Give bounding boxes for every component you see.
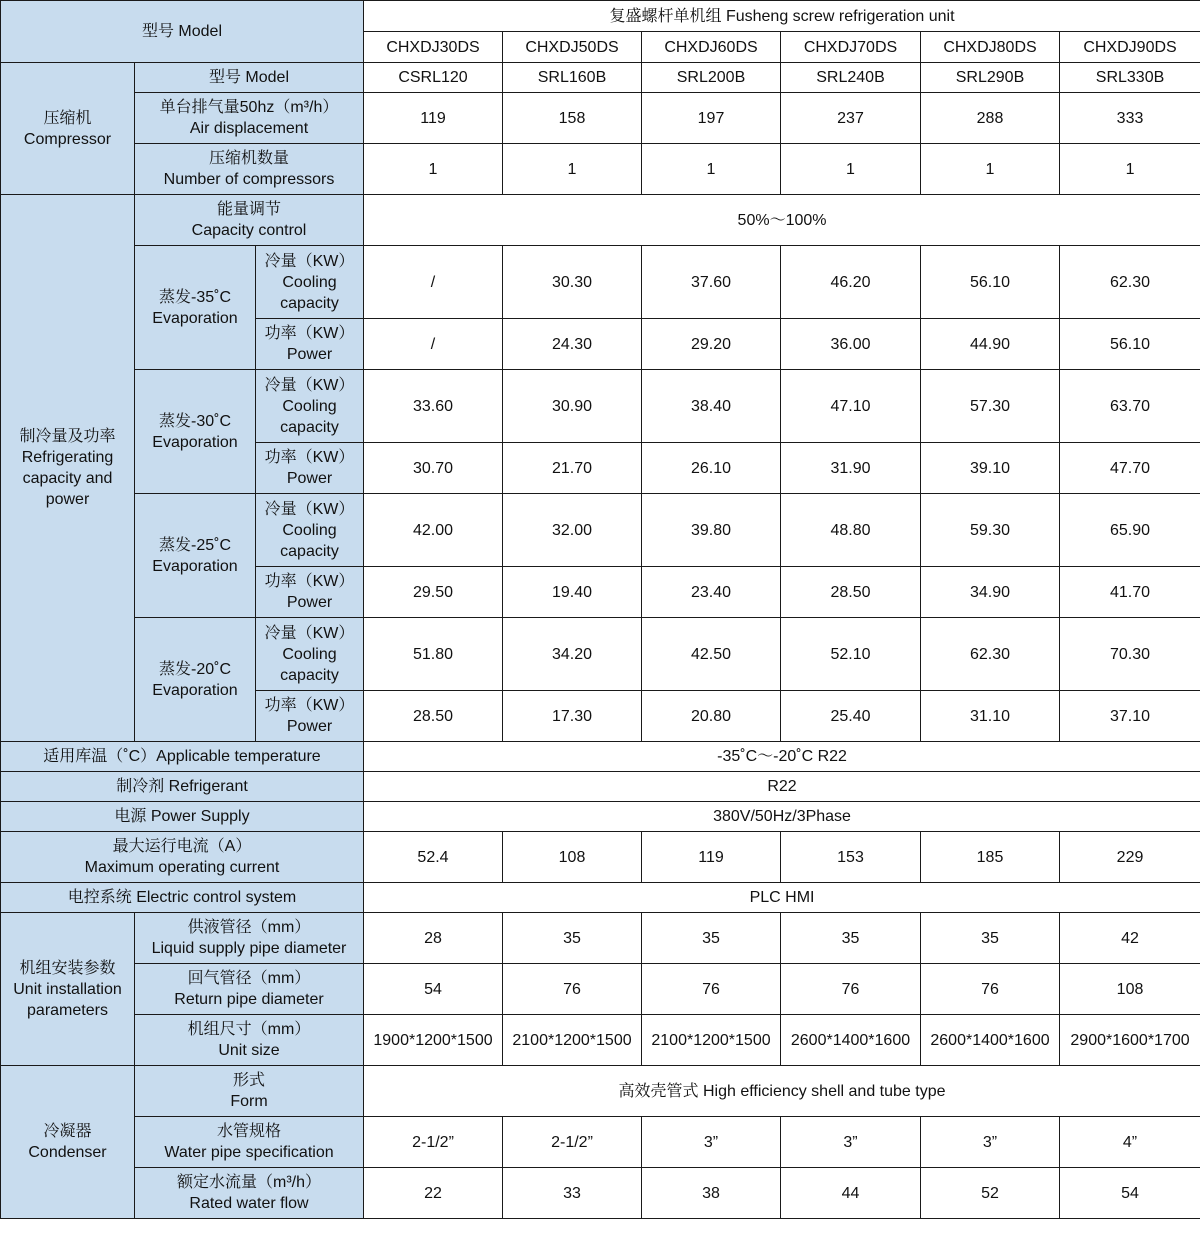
cooling-capacity-label-line-2: Cooling — [282, 273, 337, 291]
air-displacement-label-line-1: 单台排气量50hz（m³/h） — [159, 99, 339, 116]
evaporation-label-line-2: Evaporation — [152, 681, 238, 699]
water-flow-cell: 33 — [503, 1168, 642, 1219]
compressor-count-cell: 1 — [1060, 144, 1200, 195]
evaporation-label-line-1: 蒸发-35˚C — [158, 288, 231, 306]
return-pipe-cell: 76 — [503, 964, 642, 1015]
max-current-label-line-2: Maximum operating current — [84, 859, 280, 876]
compressor-count-label — [135, 144, 364, 195]
water-pipe-cell: 3” — [781, 1117, 921, 1168]
cooling-capacity-cell: 37.60 — [642, 246, 781, 319]
water-flow-label-line-1: 额定水流量（m³/h） — [176, 1174, 321, 1191]
refrigeration-group-label — [1, 195, 135, 742]
cooling-capacity-cell: 57.30 — [921, 370, 1060, 443]
air-displacement-cell: 237 — [781, 93, 921, 144]
installation-group-label-line-2: Unit installation — [13, 980, 122, 998]
power-cell: 31.10 — [921, 691, 1060, 742]
power-label-line-2: Power — [286, 346, 333, 363]
compressor-count-label-line-2: Number of compressors — [163, 171, 335, 188]
compressor-model-label: 型号 Model — [135, 63, 364, 93]
power-cell: 29.50 — [364, 567, 503, 618]
power-cell: 23.40 — [642, 567, 781, 618]
water-flow-label-line-2: Rated water flow — [189, 1195, 309, 1212]
power-label — [256, 691, 364, 742]
water-flow-row — [1, 1168, 1200, 1219]
liquid-pipe-cell: 35 — [921, 913, 1060, 964]
cooling-row — [1, 370, 1200, 443]
compressor-count-label-line-1: 压缩机数量 — [208, 150, 289, 167]
cooling-capacity-cell: 65.90 — [1060, 494, 1200, 567]
air-displacement-row — [1, 93, 1200, 144]
power-cell: 34.90 — [921, 567, 1060, 618]
compressor-count-cell: 1 — [921, 144, 1060, 195]
return-pipe-cell: 76 — [781, 964, 921, 1015]
max-current-label — [1, 832, 364, 883]
unit-size-label-line-1: 机组尺寸（mm） — [187, 1021, 311, 1038]
water-pipe-cell: 3” — [642, 1117, 781, 1168]
refrigeration-group-label-line-1: 制冷量及功率 — [19, 428, 116, 445]
max-current-cell: 52.4 — [364, 832, 503, 883]
compressor-model-cell: SRL200B — [642, 63, 781, 93]
unit-model-cell: CHXDJ70DS — [781, 32, 921, 63]
evaporation-label-line-2: Evaporation — [152, 557, 238, 575]
water-flow-cell: 22 — [364, 1168, 503, 1219]
return-pipe-row — [1, 964, 1200, 1015]
compressor-count-cell: 1 — [781, 144, 921, 195]
power-cell: 25.40 — [781, 691, 921, 742]
cooling-capacity-cell: 52.10 — [781, 618, 921, 691]
compressor-model-cell: SRL290B — [921, 63, 1060, 93]
cooling-capacity-cell: 63.70 — [1060, 370, 1200, 443]
evaporation-label — [135, 370, 256, 494]
power-cell: 20.80 — [642, 691, 781, 742]
max-current-cell: 153 — [781, 832, 921, 883]
unit-model-cell: CHXDJ30DS — [364, 32, 503, 63]
unit-size-cell: 2100*1200*1500 — [642, 1015, 781, 1066]
cooling-capacity-cell: 62.30 — [921, 618, 1060, 691]
unit-model-cell: CHXDJ50DS — [503, 32, 642, 63]
cooling-capacity-cell: 56.10 — [921, 246, 1060, 319]
unit-model-cell: CHXDJ60DS — [642, 32, 781, 63]
cooling-capacity-cell: 47.10 — [781, 370, 921, 443]
liquid-pipe-cell: 35 — [503, 913, 642, 964]
power-cell: 41.70 — [1060, 567, 1200, 618]
header-row — [1, 1, 1200, 32]
unit-size-cell: 2900*1600*1700 — [1060, 1015, 1200, 1066]
cooling-capacity-cell: 46.20 — [781, 246, 921, 319]
return-pipe-cell: 76 — [921, 964, 1060, 1015]
condenser-form-label-line-2: Form — [230, 1093, 268, 1110]
power-cell: 39.10 — [921, 443, 1060, 494]
air-displacement-cell: 119 — [364, 93, 503, 144]
cooling-capacity-label — [256, 370, 364, 443]
water-pipe-cell: 2-1/2” — [364, 1117, 503, 1168]
compressor-count-cell: 1 — [503, 144, 642, 195]
unit-size-row — [1, 1015, 1200, 1066]
refrigerant-label: 制冷剂 Refrigerant — [1, 772, 364, 802]
liquid-pipe-label-line-2: Liquid supply pipe diameter — [151, 940, 347, 957]
power-cell: 31.90 — [781, 443, 921, 494]
cooling-capacity-cell: 34.20 — [503, 618, 642, 691]
condenser-form-label-line-1: 形式 — [232, 1072, 265, 1089]
power-cell: 26.10 — [642, 443, 781, 494]
cooling-capacity-cell: 48.80 — [781, 494, 921, 567]
power-label-line-1: 功率（KW） — [264, 449, 355, 466]
return-pipe-cell: 76 — [642, 964, 781, 1015]
water-pipe-cell: 4” — [1060, 1117, 1200, 1168]
refrigeration-group-label-line-4: power — [45, 491, 90, 508]
condenser-form-label — [135, 1066, 364, 1117]
cooling-capacity-cell: 30.90 — [503, 370, 642, 443]
compressor-count-row — [1, 144, 1200, 195]
cooling-row — [1, 246, 1200, 319]
condenser-form-value: 高效壳管式 High efficiency shell and tube type — [364, 1066, 1200, 1117]
capacity-control-label-line-2: Capacity control — [191, 222, 307, 239]
cooling-capacity-cell: 62.30 — [1060, 246, 1200, 319]
power-label-line-2: Power — [286, 594, 333, 611]
refrigerant-row — [1, 772, 1200, 802]
compressor-count-cell: 1 — [364, 144, 503, 195]
cooling-capacity-label-line-3: capacity — [280, 418, 339, 436]
cooling-capacity-label-line-3: capacity — [280, 294, 339, 312]
capacity-control-label-line-1: 能量调节 — [216, 201, 281, 218]
unit-model-cell: CHXDJ90DS — [1060, 32, 1200, 63]
compressor-model-cell: SRL240B — [781, 63, 921, 93]
compressor-group-label-line-2: Compressor — [23, 130, 112, 148]
condenser-group-label — [1, 1066, 135, 1219]
unit-size-cell: 2600*1400*1600 — [781, 1015, 921, 1066]
installation-group-label-line-1: 机组安装参数 — [19, 959, 116, 977]
power-cell: / — [364, 319, 503, 370]
power-cell: 44.90 — [921, 319, 1060, 370]
model-label: 型号 Model — [1, 1, 364, 63]
liquid-pipe-row — [1, 913, 1200, 964]
applicable-temperature-label: 适用库温（˚C）Applicable temperature — [1, 742, 364, 772]
capacity-control-row — [1, 195, 1200, 246]
power-cell: 30.70 — [364, 443, 503, 494]
cooling-capacity-cell: 30.30 — [503, 246, 642, 319]
return-pipe-cell: 54 — [364, 964, 503, 1015]
capacity-control-value: 50%～100% — [364, 195, 1200, 246]
compressor-group-label-line-1: 压缩机 — [43, 109, 92, 127]
cooling-capacity-label — [256, 618, 364, 691]
liquid-pipe-cell: 35 — [781, 913, 921, 964]
water-flow-cell: 44 — [781, 1168, 921, 1219]
power-cell: 36.00 — [781, 319, 921, 370]
cooling-capacity-label — [256, 494, 364, 567]
evaporation-label-line-2: Evaporation — [152, 309, 238, 327]
return-pipe-label — [135, 964, 364, 1015]
power-supply-row — [1, 802, 1200, 832]
cooling-capacity-label-line-2: Cooling — [282, 645, 337, 663]
max-current-row — [1, 832, 1200, 883]
power-label — [256, 319, 364, 370]
cooling-row — [1, 494, 1200, 567]
power-label — [256, 443, 364, 494]
liquid-pipe-cell: 28 — [364, 913, 503, 964]
condenser-group-label-line-2: Condenser — [28, 1144, 107, 1161]
unit-size-cell: 1900*1200*1500 — [364, 1015, 503, 1066]
evaporation-label-line-1: 蒸发-30˚C — [158, 412, 231, 430]
capacity-control-label — [135, 195, 364, 246]
refrigerant-value: R22 — [364, 772, 1200, 802]
air-displacement-cell: 333 — [1060, 93, 1200, 144]
evaporation-label-line-1: 蒸发-25˚C — [158, 536, 231, 554]
installation-group-label — [1, 913, 135, 1066]
cooling-capacity-cell: 51.80 — [364, 618, 503, 691]
cooling-capacity-cell: / — [364, 246, 503, 319]
return-pipe-label-line-2: Return pipe diameter — [174, 991, 324, 1008]
cooling-capacity-cell: 39.80 — [642, 494, 781, 567]
air-displacement-cell: 288 — [921, 93, 1060, 144]
max-current-label-line-1: 最大运行电流（A） — [112, 838, 252, 855]
power-cell: 21.70 — [503, 443, 642, 494]
unit-size-label-line-2: Unit size — [218, 1042, 280, 1059]
evaporation-label-line-2: Evaporation — [152, 433, 238, 451]
water-flow-cell: 54 — [1060, 1168, 1200, 1219]
max-current-cell: 185 — [921, 832, 1060, 883]
cooling-capacity-label-line-1: 冷量（KW） — [264, 252, 355, 270]
air-displacement-label — [135, 93, 364, 144]
power-label-line-1: 功率（KW） — [264, 697, 355, 714]
power-cell: 37.10 — [1060, 691, 1200, 742]
max-current-cell: 108 — [503, 832, 642, 883]
unit-size-label — [135, 1015, 364, 1066]
compressor-model-cell: CSRL120 — [364, 63, 503, 93]
water-pipe-label-line-1: 水管规格 — [216, 1123, 281, 1140]
control-system-value: PLC HMI — [364, 883, 1200, 913]
cooling-capacity-label-line-2: Cooling — [282, 397, 337, 415]
water-flow-cell: 52 — [921, 1168, 1060, 1219]
cooling-capacity-label-line-1: 冷量（KW） — [264, 500, 355, 518]
water-flow-cell: 38 — [642, 1168, 781, 1219]
cooling-capacity-label — [256, 246, 364, 319]
compressor-model-row — [1, 63, 1200, 93]
power-cell: 29.20 — [642, 319, 781, 370]
power-cell: 56.10 — [1060, 319, 1200, 370]
liquid-pipe-label — [135, 913, 364, 964]
condenser-group-label-line-1: 冷凝器 — [43, 1123, 92, 1140]
liquid-pipe-label-line-1: 供液管径（mm） — [187, 919, 311, 936]
power-supply-value: 380V/50Hz/3Phase — [364, 802, 1200, 832]
unit-size-cell: 2600*1400*1600 — [921, 1015, 1060, 1066]
evaporation-label — [135, 494, 256, 618]
control-system-row — [1, 883, 1200, 913]
power-cell: 19.40 — [503, 567, 642, 618]
water-pipe-label-line-2: Water pipe specification — [164, 1144, 334, 1161]
installation-group-label-line-3: parameters — [27, 1001, 108, 1019]
compressor-group-label — [1, 63, 135, 195]
unit-title: 复盛螺杆单机组 Fusheng screw refrigeration unit — [364, 1, 1200, 32]
condenser-form-row — [1, 1066, 1200, 1117]
water-pipe-label — [135, 1117, 364, 1168]
power-label-line-1: 功率（KW） — [264, 325, 355, 342]
return-pipe-label-line-1: 回气管径（mm） — [187, 970, 311, 987]
cooling-capacity-cell: 59.30 — [921, 494, 1060, 567]
cooling-capacity-cell: 38.40 — [642, 370, 781, 443]
power-cell: 24.30 — [503, 319, 642, 370]
cooling-capacity-cell: 33.60 — [364, 370, 503, 443]
unit-model-cell: CHXDJ80DS — [921, 32, 1060, 63]
cooling-capacity-label-line-3: capacity — [280, 542, 339, 560]
evaporation-label-line-1: 蒸发-20˚C — [158, 660, 231, 678]
cooling-capacity-cell: 70.30 — [1060, 618, 1200, 691]
power-cell: 28.50 — [781, 567, 921, 618]
compressor-count-cell: 1 — [642, 144, 781, 195]
cooling-capacity-label-line-3: capacity — [280, 666, 339, 684]
applicable-temperature-value: -35˚C～-20˚C R22 — [364, 742, 1200, 772]
max-current-cell: 229 — [1060, 832, 1200, 883]
evaporation-label — [135, 618, 256, 742]
max-current-cell: 119 — [642, 832, 781, 883]
cooling-row — [1, 618, 1200, 691]
applicable-temperature-row — [1, 742, 1200, 772]
air-displacement-label-line-2: Air displacement — [189, 120, 309, 137]
refrigeration-group-label-line-3: capacity and — [22, 470, 113, 487]
unit-size-cell: 2100*1200*1500 — [503, 1015, 642, 1066]
cooling-capacity-cell: 32.00 — [503, 494, 642, 567]
compressor-model-cell: SRL160B — [503, 63, 642, 93]
power-label-line-2: Power — [286, 718, 333, 735]
water-flow-label — [135, 1168, 364, 1219]
power-supply-label: 电源 Power Supply — [1, 802, 364, 832]
cooling-capacity-label-line-1: 冷量（KW） — [264, 624, 355, 642]
power-cell: 17.30 — [503, 691, 642, 742]
evaporation-label — [135, 246, 256, 370]
power-label-line-1: 功率（KW） — [264, 573, 355, 590]
cooling-capacity-label-line-1: 冷量（KW） — [264, 376, 355, 394]
refrigeration-group-label-line-2: Refrigerating — [21, 449, 114, 466]
return-pipe-cell: 108 — [1060, 964, 1200, 1015]
air-displacement-cell: 158 — [503, 93, 642, 144]
water-pipe-cell: 2-1/2” — [503, 1117, 642, 1168]
control-system-label: 电控系统 Electric control system — [1, 883, 364, 913]
power-cell: 28.50 — [364, 691, 503, 742]
cooling-capacity-label-line-2: Cooling — [282, 521, 337, 539]
compressor-model-cell: SRL330B — [1060, 63, 1200, 93]
power-label-line-2: Power — [286, 470, 333, 487]
power-cell: 47.70 — [1060, 443, 1200, 494]
air-displacement-cell: 197 — [642, 93, 781, 144]
cooling-capacity-cell: 42.50 — [642, 618, 781, 691]
cooling-capacity-cell: 42.00 — [364, 494, 503, 567]
liquid-pipe-cell: 42 — [1060, 913, 1200, 964]
water-pipe-cell: 3” — [921, 1117, 1060, 1168]
liquid-pipe-cell: 35 — [642, 913, 781, 964]
water-pipe-row — [1, 1117, 1200, 1168]
power-label — [256, 567, 364, 618]
